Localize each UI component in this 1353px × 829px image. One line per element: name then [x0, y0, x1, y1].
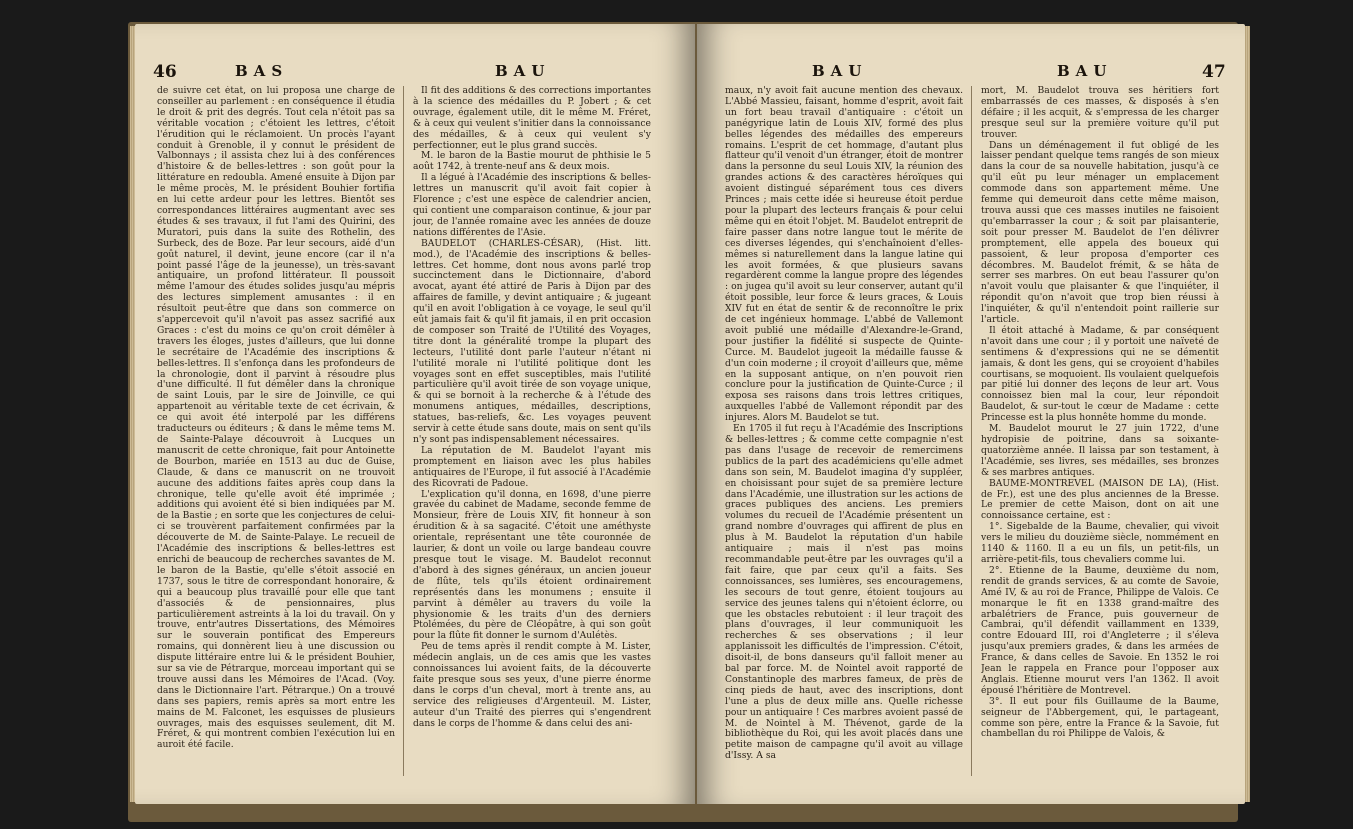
paragraph: Il a légué à l'Académie des inscriptions & belles-lettres un manuscrit qu'il avoit fait copier à Florence ; c'est une espèce de calendrier ancien, qui contient une comparaison continue, & jour par jour, de l'année romaine avec les années de douze nations différentes de l'Asie.: [413, 172, 651, 238]
right-running-head-bau-2: BAU: [1057, 62, 1113, 80]
left-running-head-bas: BAS: [235, 62, 289, 80]
left-column-1: [157, 86, 395, 786]
paragraph: BAUME-MONTREVEL (MAISON DE LA), (Hist. de Fr.), est une des plus anciennes de la Bresse. Le premier de cette Maison, dont on ait une connoissance certaine, est :: [981, 477, 1219, 522]
paragraph: mort, M. Baudelot trouva ses héritiers fort embarrassés de ces masses, & disposés à s'en défaire ; il les acquit, & s'empressa de les charger presque seul sur la première voiture qu'il put trouver.: [981, 86, 1219, 140]
paragraph: 2°. Etienne de la Baume, deuxième du nom, rendit de grands services, & au comte de Savoie, Amé IV, & au roi de France, Philippe de Valois. Ce monarque le fit en 1338 grand-maître des arbalétriers de France, puis gouverneur de Cambrai, qu'il défendit vaillamment en 1339, contre Edouard III, roi d'Angleterre ; il s'éleva jusqu'aux premiers grades, & dans les armées de France, & dans celles de Savoie. En 1352 le roi Jean le rappela en France pour l'opposer aux Anglais. Etienne mourut vers l'an 1362. Il avoit épousé l'héritière de Montrevel.: [981, 564, 1219, 696]
paragraph: M. le baron de la Bastie mourut de phthisie le 5 août 1742, à trente-neuf ans & deux mois.: [413, 150, 651, 173]
paragraph: Il étoit attaché à Madame, & par conséquent n'avoit dans une cour ; il y portoit une naïveté de sentimens & d'expressions qui ne se démentit jamais, & dont les gens, qui se croyoient d'habiles courtisans, se moquoient. Ils voulaient quelquefois par pitié lui donner des leçons de leur art. Vous connoissez bien mal la cour, leur répondoit Baudelot, & sur-tout le cœur de Madame : cette Princesse est la plus honnête homme du monde.: [981, 324, 1219, 424]
paragraph: 1°. Sigebalde de la Baume, chevalier, qui vivoit vers le milieu du douzième siècle, nommément en 1140 & 1160. Il a eu un fils, un petit-fils, un arrière-petit-fils, tous chevaliers comme lui.: [981, 521, 1219, 565]
paragraph: maux, n'y avoit fait aucune mention des chevaux. L'Abbé Massieu, faisant, homme d'esprit, avoit fait un fort beau travail d'antiquaire : c'étoit un panégyrique latin de Louis XIV, formé des plus belles légendes des médailles des empereurs romains. L'esprit de cet hommage, d'autant plus flatteur qu'il venoit d'un étranger, étoit de montrer dans la personne du seul Louis XIV, la réunion des grandes actions & des caractères héroïques qui avoient distingué séparément tous ces divers Princes ; mais cette idée si heureuse étoit perdue pour la plupart des lecteurs français & pour celui même qui en étoit l'objet. M. Baudelot entreprit de faire passer dans notre langue tout le mérite de ces diverses légendes, qui s'enchaînoient d'elles-mêmes si naturellement dans la langue latine qui les avoit formées, & que plusieurs savans regardèrent comme la langue propre des légendes : on jugea qu'il avoit su leur conserver, autant qu'il étoit possible, leur force & leurs graces, & Louis XIV fut en état de sentir & de reconnoître le prix de cet ingénieux hommage. L'abbé de Vallemont avoit publié une médaille d'Alexandre-le-Grand, pour justifier la fidélité si suspecte de Quinte-Curce. M. Baudelot jugeoit la médaille fausse & d'un coin moderne ; il croyoit d'ailleurs que, même en la supposant antique, on n'en pouvoit rien conclure pour la justification de Quinte-Curce ; il exposa ses raisons dans trois lettres critiques, auxquelles l'abbé de Vallemont répondit par des injures. Alors M. Baudelot se tut.: [725, 86, 963, 424]
paragraph: En 1705 il fut reçu à l'Académie des Inscriptions & belles-lettres ; & comme cette compagnie n'est pas dans l'usage de recevoir de remercimens publics de la part des académiciens qu'elle admet dans son sein, M. Baudelot imagina d'y suppléer, en choisissant pour sujet de sa première lecture dans l'Académie, une illustration sur les actions de graces publiques des anciens. Les premiers volumes du recueil de l'Académie présentent un grand nombre d'ouvrages qui affirent de plus en plus à M. Baudelot la réputation d'un habile antiquaire ; mais il n'est pas moins recommandable peut-être par les ouvrages qu'il a fait faire, que par ceux qu'il a faits. Ses connoissances, ses lumières, ses encouragemens, les secours de tout genre, étoient toujours au service des jeunes talens qui n'étoient éclorre, ou que les obstacles rebutoient : il leur traçoit des plans d'ouvrages, il leur communiquoit les recherches & ses observations ; il leur applanissoit les difficultés de l'impression. C'étoit, disoit-il, de bons danseurs qu'il falloit mener au bal par force. M. de Nointel avoit rapporté de Constantinople des marbres fameux, de près de cinq pieds de haut, avec des inscriptions, dont l'une a plus de deux mille ans. Quelle richesse pour un antiquaire ! Ces marbres avoient passé de M. de Nointel à M. Thévenot, garde de la bibliothèque du Roi, qui les avoit placés dans une petite maison de campagne qu'il avoit au village d'Issy. A sa: [725, 423, 963, 762]
paragraph: Il fit des additions & des corrections importantes à la science des médailles du P. Jobert ; & cet ouvrage, également utile, dit le même M. Fréret, & à ceux qui veulent s'initier dans la connoissance des médailles, & à ceux qui veulent s'y perfectionner, eut le plus grand succès.: [413, 86, 651, 151]
right-running-head-bau-1: BAU: [812, 62, 868, 80]
left-page-number: 46: [153, 62, 177, 82]
right-column-2: [981, 86, 1219, 786]
left-column-2: [413, 86, 651, 786]
paragraph: 3°. Il eut pour fils Guillaume de la Baume, seigneur de l'Abbergement, qui, le partageant, comme son père, entre la France & la Savoie, fut chambellan du roi Philippe de Valois, &: [981, 695, 1219, 740]
left-page: [135, 24, 695, 804]
right-page: [697, 24, 1245, 804]
paragraph: Peu de tems après il rendit compte à M. Lister, médecin anglais, un de ces amis que les vastes connoissances lui avoient faits, de la découverte faite presque sous ses yeux, d'une pierre énorme dans le corps d'un cheval, mort à trente ans, au service des religieuses d'Argenteuil. M. Lister, auteur d'un Traité des pierres qui s'engendrent dans le corps de l'homme & dans celui des ani-: [413, 641, 651, 729]
paragraph: BAUDELOT (CHARLES-CÉSAR), (Hist. litt. mod.), de l'Académie des inscriptions & belles-lettres. Cet homme, dont nous avons parlé trop succinctement dans le Dictionnaire, d'abord avocat, ayant été attiré de Paris à Dijon par des affaires de famille, y devint antiquaire ; & jugeant qu'il en avoit l'obligation à ce voyage, le seul qu'il eût jamais fait & qu'il fit jamais, il en prit occasion de composer son Traité de l'Utilité des Voyages, titre dont la généralité trompe la plupart des lecteurs, l'utilité dont parle l'auteur n'étant ni l'utilité morale ni l'utilité politique dont les voyages sont en effet susceptibles, mais l'utilité particulière qu'il avoit tirée de son voyage unique, & qui se bornoit à la recherche & à l'étude des monumens antiques, médailles, descriptions, statues, bas-reliefs, &c. Les voyages peuvent servir à cette étude sans doute, mais on sent qu'ils n'y sont pas indispensablement nécessaires.: [413, 237, 651, 445]
right-page-number: 47: [1202, 62, 1226, 82]
paragraph: L'explication qu'il donna, en 1698, d'une pierre gravée du cabinet de Madame, seconde femme de Monsieur, frère de Louis XIV, fit honneur à son érudition & à sa sagacité. C'étoit une améthyste orientale, représentant une tête couronnée de laurier, & dont un voile ou large bandeau couvre presque tout le visage. M. Baudelot reconnut d'abord à des signes généraux, un ancien joueur de flûte, tels qu'ils étoient ordinairement représentés dans les monumens ; ensuite il parvint à démêler au travers du voile la physionomie & les traits d'un des derniers Ptolémées, du père de Cléopâtre, à qui son goût pour la flûte fit donner le surnom d'Aulétès.: [413, 488, 651, 642]
paragraph: M. Baudelot mourut le 27 juin 1722, d'une hydropisie de poitrine, dans sa soixante-quatorzième année. Il laissa par son testament, à l'Académie, ses livres, ses médailles, ses bronzes & ses marbres antiques.: [981, 423, 1219, 478]
column-rule: [971, 86, 972, 776]
right-column-1: [725, 86, 963, 786]
left-running-head-bau: BAU: [495, 62, 551, 80]
paragraph: La réputation de M. Baudelot l'ayant mis promptement en liaison avec les plus habiles antiquaires de l'Europe, il fut associé à l'Académie des Ricovrati de Padoue.: [413, 444, 651, 489]
column-rule: [403, 86, 404, 776]
paragraph: de suivre cet état, on lui proposa une charge de conseiller au parlement : en conséquence il étudia le droit & prit des degrés. Tout cela n'étoit pas sa véritable vocation ; c'étoient les lettres, c'étoit l'érudition qui le réclamoient. Un procès l'ayant conduit à Grenoble, il y connut le président de Valbonnays ; il assista chez lui à des conférences d'histoire & de belles-lettres : son goût pour la littérature en redoubla. Amené ensuite à Dijon par le même procès, M. le président Bouhier fortifia en lui cette ardeur pour les lettres. Bientôt ses correspondances littéraires augmentant avec ses études & ses travaux, il fut l'ami des Quirini, des Muratori, puis dans la suite des Rothelin, des Surbeck, des de Boze. Par leur secours, aidé d'un goût naturel, il devint, jeune encore (car il n'a point passé l'âge de la jeunesse), un très-savant antiquaire, un profond littérateur. Il poussoit même l'amour des études solides jusqu'au mépris des lectures simplement amusantes : il en résultoit peut-être que dans son commerce on s'appercevoit qu'il n'avoit pas assez sacrifié aux Graces : c'est du moins ce qu'on croit démêler à travers les éloges, justes d'ailleurs, que lui donne le secrétaire de l'Académie des inscriptions & belles-lettres. Il s'enfonça dans les profondeurs de la chronologie, dont il parvint à résoudre plus d'une difficulté. Il fut démêler dans la chronique de saint Louis, par le sire de Joinville, ce qui appartenoit au véritable texte de cet écrivain, & ce qui avoit été interpolé par les différens traducteurs ou éditeurs ; & dans le même tems M. de Sainte-Palaye découvroit à Lucques un manuscrit de cette chronique, fait pour Antoinette de Bourbon, mariée en 1513 au duc de Guise, Claude, & dans ce manuscrit on ne trouvoit aucune des additions faites après coup dans la chronique, telle qu'elle avoit été imprimée ; additions qui avoient été si bien indiquées par M. de la Bastie ; en sorte que les conjectures de celui-ci se trouvèrent parfaitement confirmées par la découverte de M. de Sainte-Palaye. Le recueil de l'Académie des inscriptions & belles-lettres est enrichi de beaucoup de recherches savantes de M. le baron de la Bastie, qu'elle s'étoit associé en 1737, sous le titre de correspondant honoraire, & qui a beaucoup plus travaillé pour elle que tant d'associés & de pensionnaires, plus particulièrement astreints à la loi du travail. On y trouve, entr'autres Dissertations, des Mémoires sur le souverain pontificat des Empereurs romains, qui donnèrent lieu à une discussion ou dispute littéraire entre lui & le président Bouhier, sur sa vie de Pétrarque, morceau important qui se trouve aussi dans les Mémoires de l'Acad. (Voy. dans le Dictionnaire l'art. Pétrarque.) On a trouvé dans ses papiers, remis après sa mort entre les mains de M. Falconet, les esquisses de plusieurs ouvrages, mais des esquisses seulement, dit M. Fréret, & qui montrent combien l'exécution lui en auroit été facile.: [157, 86, 395, 751]
paragraph: Dans un déménagement il fut obligé de les laisser pendant quelque tems rangés de son mieux dans la cour de sa nouvelle habitation, jusqu'à ce qu'il eût pu leur ménager un emplacement commode dans son appartement même. Une femme qui demeuroit dans cette même maison, trouva aussi que ces masses inutiles ne faisoient qu'embarrasser la cour ; & soit par plaisanterie, soit pour presser M. Baudelot de l'en délivrer promptement, elle appela des boueux qui passoient, & leur proposa d'emporter ces décombres. M. Baudelot frémit, & se hâta de serrer ses marbres. On eut beau l'assurer qu'on n'avoit voulu que plaisanter & que l'inquiéter, il répondit qu'on n'avoit que trop bien réussi à l'inquiéter, & qu'il n'entendoit point raillerie sur l'article.: [981, 139, 1219, 326]
